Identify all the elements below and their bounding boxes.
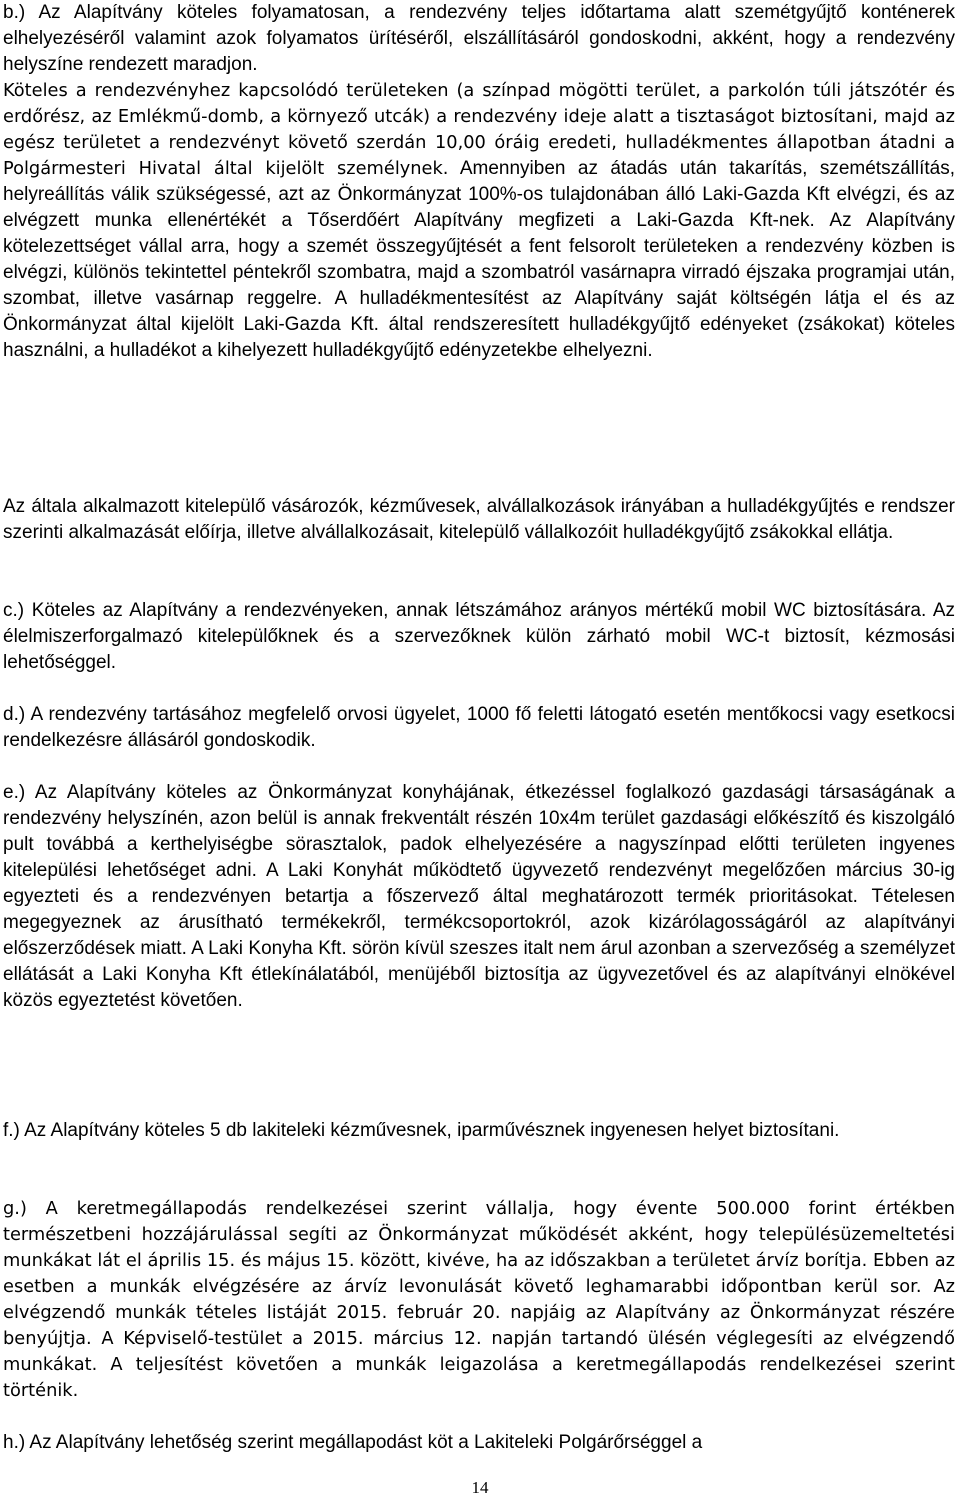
paragraph-b-cleanup-part1: Köteles a rendezvényhez kapcsolódó területeken (a színpad mögötti terület, a parkolón túli játszótér és erdőrész, az Emlékmű-domb, a környező utcák) a rendezvény ideje alatt a tisztaságot biztosítani, majd az egész területet a rendezvényt követő szerdán 10,00 óráig eredeti, hulladékmentes állapotban átadni a Polgármesteri Hivatal által kijelölt személynek.: [3, 80, 955, 179]
paragraph-b-cleanup-part2: Amennyiben az átadás után takarítás, szemétszállítás, helyreállítás válik szükségessé, azt az Önkormányzat 100%-os tulajdonában álló Laki-Gazda Kft elvégzi, és az elvégzett munka ellenértékét a Tőserdőért Alapítvány megfizeti a Laki-Gazda Kft-nek. Az Alapítvány kötelezettséget vállal arra, hogy a szemét összegyűjtését a fent felsorolt területeken a rendezvény közben is elvégzi, különös tekintettel péntekről szombatra, majd a szombatról vasárnapra virradó éjszaka programjai után, szombat, illetve vasárnap reggelre. A hulladékmentesítést az Alapítvány saját költségén látja el és az Önkormányzat által kijelölt Laki-Gazda Kft. által rendszeresített hulladékgyűjtő edényeket (zsákokat) köteles használni, a hulladékot a kihelyezett hulladékgyűjtő edényzetekbe elhelyezni.: [3, 158, 955, 361]
paragraph-b-cleanup: [3, 78, 955, 364]
page-number: 14: [471, 1478, 489, 1497]
paragraph-g: g.) A keretmegállapodás rendelkezései szerint vállalja, hogy évente 500.000 forint értékben természetbeni hozzájárulással segíti az Önkormányzat működését akként, hogy településüzemeltetési munkákat lát el április 15. és május 15. között, kivéve, ha az időszakban a területet árvíz borítja. Ebben az esetben a munkák elvégzésére az árvíz levonulását követő leghamarabbi időpontban kerül sor. Az elvégzendő munkák tételes listáját 2015. február 20. napjáig az Alapítvány az Önkormányzat részére benyújtja. A Képviselő-testület a 2015. március 12. napján tartandó ülésén véglegesíti az elvégzendő munkákat. A teljesítést követően a munkák leigazolása a keretmegállapodás rendelkezései szerint történik.: [3, 1198, 955, 1401]
paragraph-d: d.) A rendezvény tartásához megfelelő orvosi ügyelet, 1000 fő feletti látogató esetén mentőkocsi vagy esetkocsi rendelkezésre állásáról gondoskodik.: [3, 704, 955, 751]
paragraph-contractors: Az általa alkalmazott kitelepülő vásározók, kézművesek, alvállalkozások irányában a hulladékgyűjtés e rendszer szerinti alkalmazását előírja, illetve alvállalkozásait, kitelepülő vállalkozóit hulladékgyűjtő zsákokkal ellátja.: [3, 496, 955, 543]
paragraph-f: f.) Az Alapítvány köteles 5 db lakiteleki kézművesnek, iparművésznek ingyenesen helyet biztosítani.: [3, 1120, 840, 1141]
paragraph-e: e.) Az Alapítvány köteles az Önkormányzat konyhájának, étkezéssel foglalkozó gazdasági társaságának a rendezvény helyszínén, azon belül is annak frekventált részén 10x4m terület gazdasági előkészítő és kiszolgáló pult továbbá a kerthelyiségbe sörasztalok, padok elhelyezésére a nagyszínpad előtti területen ingyenes kitelepülési lehetőséget adni. A Laki Konyhát működtető ügyvezető rendezvényt megelőzően március 30-ig egyezteti és a rendezvényen betartja a főszervező által meghatározott termék prioritásokat. Tételesen megegyeznek az árusítható termékekről, termékcsoportokról, azok kizárólagosságáról az alapítványi előszerződések miatt. A Laki Konyha Kft. sörön kívül szeszes italt nem árul azonban a szervezőség a személyzet ellátását a Laki Konyha Kft étlekínálatából, menüjéből biztosítja az ügyvezetővel és az alapítványi elnökével közös egyeztetést követően.: [3, 782, 955, 1011]
paragraph-b: b.) Az Alapítvány köteles folyamatosan, a rendezvény teljes időtartama alatt szemétgyűjtő konténerek elhelyezéséről valamint azok folyamatos ürítéséről, elszállításáról gondoskodni, akként, hogy a rendezvény helyszíne rendezett maradjon.: [3, 2, 955, 75]
paragraph-c: c.) Köteles az Alapítvány a rendezvényeken, annak létszámához arányos mértékű mobil WC biztosítására. Az élelmiszerforgalmazó kitelepülőknek és a szervezőknek külön zárható mobil WC-t biztosít, kézmosási lehetőséggel.: [3, 600, 955, 673]
paragraph-h: h.) Az Alapítvány lehetőség szerint megállapodást köt a Lakiteleki Polgárőrséggel a: [3, 1432, 703, 1453]
